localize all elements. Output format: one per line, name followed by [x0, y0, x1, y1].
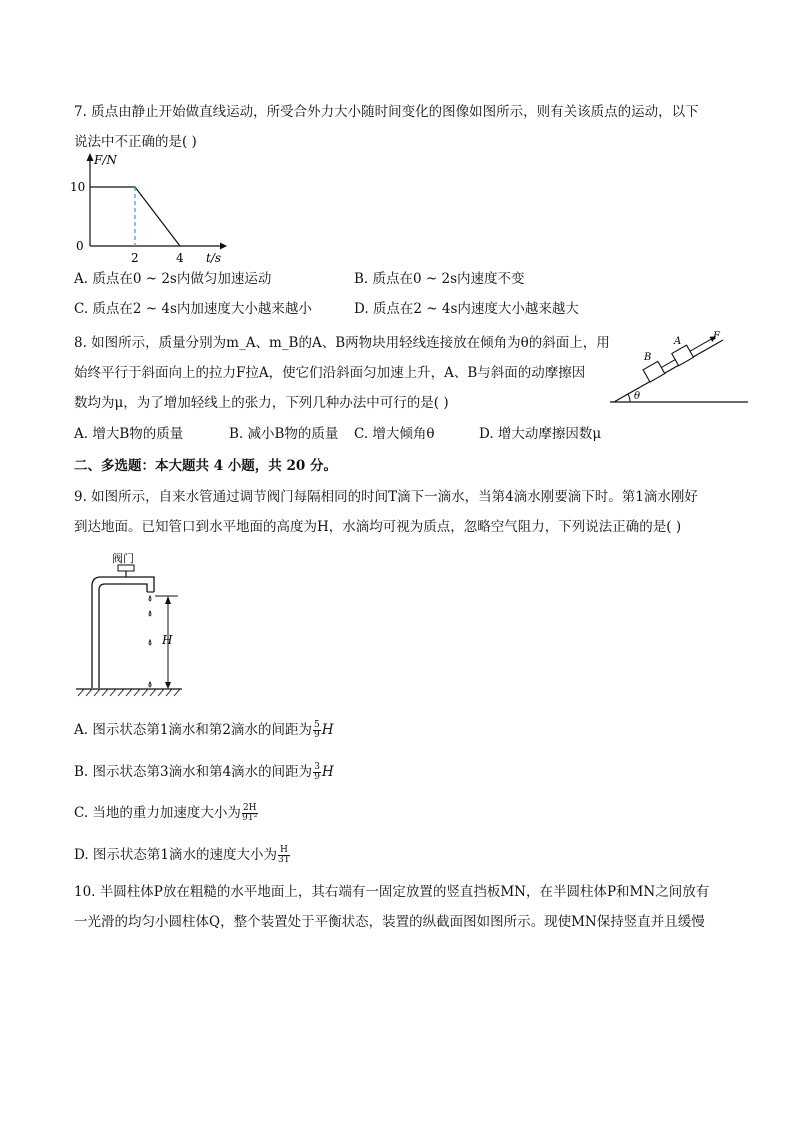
block-a — [672, 345, 694, 366]
origin-label: 0 — [76, 239, 84, 253]
q9-option-b-prefix: B. 图示状态第3滴水和第4滴水的间距为 — [74, 764, 313, 780]
q10-stem-line1: 10. 半圆柱体P放在粗糙的水平地面上，其右端有一固定放置的竖直挡板MN，在半圆柱体P和MN之间放有 — [74, 884, 710, 900]
q7-option-c[interactable]: C. 质点在2 ~ 4s内加速度大小越来越小 — [74, 301, 312, 317]
block-b — [643, 361, 665, 382]
fraction-numerator: H — [279, 845, 288, 855]
q9-option-a-prefix: A. 图示状态第1滴水和第2滴水的间距为 — [74, 722, 313, 738]
water-drop-4 — [149, 596, 151, 601]
q8-option-a[interactable]: A. 增大B物的质量 — [74, 426, 184, 442]
valve-icon — [118, 565, 134, 571]
y-axis-label: F/N — [94, 153, 117, 167]
fraction-numerator: 3 — [314, 762, 320, 772]
q9-option-a-fraction — [313, 721, 321, 740]
q9-option-d[interactable] — [74, 845, 291, 865]
incline-surface — [614, 340, 723, 402]
angle-arc — [628, 394, 630, 402]
q8-stem-line2: 始终平行于斜面向上的拉力F拉A，使它们沿斜面匀加速上升，A、B与斜面的动摩擦因 — [74, 365, 586, 381]
q9-option-a-suffix: H — [321, 722, 334, 738]
q9-option-d-prefix: D. 图示状态第1滴水的速度大小为 — [74, 847, 278, 863]
force-f-arrow — [690, 339, 711, 351]
q7-stem-line2: 说法中不正确的是( ) — [74, 134, 197, 150]
pipe-inner — [99, 584, 147, 688]
q8-option-d[interactable]: D. 增大动摩擦因数μ — [479, 426, 602, 442]
ground-hatching — [78, 689, 180, 696]
q7-stem-line1: 7. 质点由静止开始做直线运动，所受合外力大小随时间变化的图像如图所示，则有关该质点的运动，以下 — [74, 104, 699, 120]
label-f: F — [713, 331, 720, 342]
fraction-numerator: 5 — [314, 720, 320, 730]
q8-stem-line1: 8. 如图所示，质量分别为m_A、m_B的A、B两物块用轻线连接放在倾角为θ的斜面上，用 — [74, 335, 610, 351]
q10-stem-line2: 一光滑的均匀小圆柱体Q，整个装置处于平衡状态，装置的纵截面图如图所示。现使MN保持竖直并且缓慢 — [74, 914, 705, 930]
pipe-outer — [92, 577, 154, 688]
q9-option-d-fraction — [278, 846, 290, 865]
q9-option-b-suffix: H — [321, 764, 334, 780]
valve-label: 阀门 — [112, 552, 134, 565]
q7-force-time-graph — [70, 152, 230, 267]
q9-option-c-prefix: C. 当地的重力加速度大小为 — [74, 805, 241, 821]
q8-stem-line3: 数均为μ，为了增加轻线上的张力，下列几种办法中可行的是( ) — [74, 395, 449, 411]
fraction-denominator: 9 — [314, 730, 320, 740]
water-drop-2 — [149, 640, 151, 645]
label-a: A — [674, 336, 682, 347]
q7-option-a[interactable]: A. 质点在0 ~ 2s内做匀加速运动 — [74, 271, 272, 287]
fraction-denominator: 3T — [278, 855, 290, 865]
y-tick-10: 10 — [70, 180, 86, 194]
q7-option-b[interactable]: B. 质点在0 ~ 2s内速度不变 — [354, 271, 525, 287]
fraction-denominator: 9T² — [242, 813, 258, 823]
theta-label: θ — [634, 391, 641, 402]
q9-option-a[interactable] — [74, 720, 334, 740]
q9-faucet-figure — [70, 548, 195, 698]
q7-option-d[interactable]: D. 质点在2 ~ 4s内速度大小越来越大 — [354, 301, 579, 317]
q8-option-b[interactable]: B. 减小B物的质量 — [229, 426, 339, 442]
fraction-numerator: 2H — [242, 803, 257, 813]
q9-option-c[interactable] — [74, 803, 259, 823]
q9-stem-line1: 9. 如图所示，自来水管通过调节阀门每隔相同的时间T滴下一滴水，当第4滴水刚要滴下时。第1滴水刚好 — [74, 489, 698, 505]
q9-option-b[interactable] — [74, 762, 334, 782]
water-drop-1 — [149, 682, 151, 687]
q8-option-c[interactable]: C. 增大倾角θ — [354, 426, 435, 442]
q9-stem-line2: 到达地面。已知管口到水平地面的高度为H，水滴均可视为质点，忽略空气阻力，下列说法正确的是( ) — [74, 519, 682, 535]
height-label: H — [162, 633, 173, 647]
connecting-string — [661, 360, 675, 368]
water-drop-3 — [149, 611, 151, 616]
q9-option-c-fraction — [242, 804, 258, 823]
q9-option-b-fraction — [313, 763, 321, 782]
section-2-title: 二、多选题：本大题共 4 小题，共 20 分。 — [74, 458, 337, 474]
x-tick-2: 2 — [131, 251, 139, 265]
x-axis-label: t/s — [206, 251, 222, 265]
fraction-denominator: 9 — [314, 772, 320, 782]
x-tick-4: 4 — [176, 251, 184, 265]
label-b: B — [644, 352, 652, 363]
q8-incline-figure — [608, 326, 758, 408]
